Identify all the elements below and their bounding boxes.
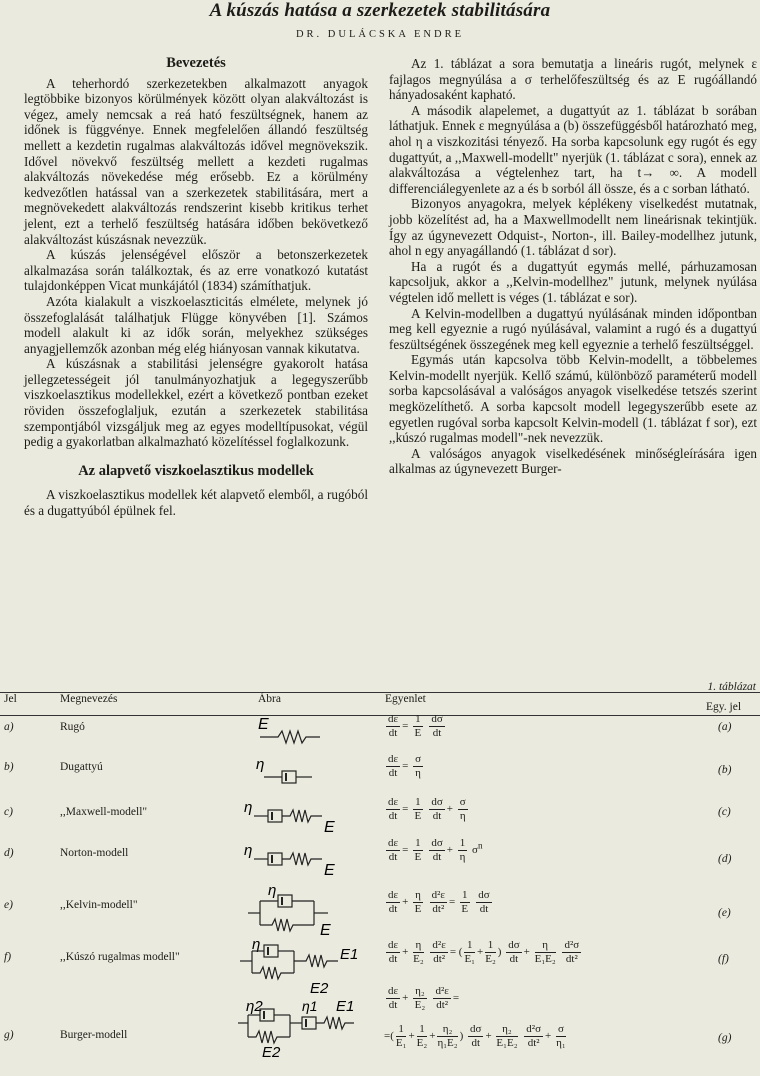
paragraph: A kúszás jelenségével először a betonszerkezetek alkalmazása során találkoztak, és az erre vonatkozó kutatást tulajdonképpen Vicat munkájától (1834) számíthatjuk. bbox=[24, 247, 368, 294]
paragraph: A viszkoelasztikus modellek két alapvető elemből, a rugóból és a dugattyúból épülnek fel. bbox=[24, 487, 368, 519]
svg-text:E2: E2 bbox=[262, 1044, 281, 1057]
row-ref: (c) bbox=[718, 806, 731, 818]
equation-b: $\frac{d\varepsilon}{dt}$ = $\frac{\sigma}{\eta}$ bbox=[388, 753, 422, 779]
svg-text:η: η bbox=[268, 883, 277, 899]
row-jel: d) bbox=[4, 847, 14, 859]
section-heading-models: Az alapvető viszkoelasztikus modellek bbox=[78, 462, 314, 479]
row-ref: (g) bbox=[718, 1032, 732, 1044]
row-name: Dugattyú bbox=[60, 761, 103, 773]
svg-text:η1: η1 bbox=[302, 998, 318, 1014]
paragraph: A teherhordó szerkezetekben alkalmazott anyagok legtöbbike bizonyos körülmények között olyan alakváltozást is végez, amely nemcsak a reá ható feszültségnek, hanem az időnek is függvénye. Ennek megfelelően állandó feszültség mellett a kezdetin rugalmas alakváltozás idővel megnövekszik. Idővel növekvő feszültség mellett a kezdeti rugalmas alakváltozás növekedése még erősebb. Ez a körülmény kedvezőtlen hatással van a szerkezetek stabilitására, mert a megnövekedett alakváltozás rendszerint kisebb kritikus terhet jelent, ezt a terhelő feszültség hatására időben bekövetkező alakváltozást kúszásnak nevezzük. bbox=[24, 75, 368, 247]
article-title: A kúszás hatása a szerkezetek stabilitására bbox=[209, 0, 551, 21]
header-figure: Ábra bbox=[258, 693, 281, 705]
svg-text:η: η bbox=[244, 799, 253, 816]
paragraph: Az 1. táblázat a sora bemutatja a lineáris rugót, melynek ε fajlagos megnyúlása a σ terhelőfeszültség és az E rugóállandó hányadosaként kapható. bbox=[389, 56, 757, 103]
header-jel: Jel bbox=[4, 693, 17, 705]
row-jel: a) bbox=[4, 721, 14, 733]
equation-g-lower: =( $\frac{1}{\text{E₁}}$ + $\frac{1}{\text{E₂}}$ + $\frac{\text{η₂}}{\text{η₁E₂}}$ ) $\frac{d\sigma}{dt}$ + $\frac{\text{η₂}}{\text{E₁E₂}}$ $\frac{\text{d²σ}}{\text{dt²}}$ + $\frac{\sigma}{\text{η₁}}$ bbox=[384, 1023, 566, 1049]
spring-diagram bbox=[238, 715, 358, 749]
paragraph: A második alapelemet, a dugattyút az 1. táblázat b sorában láthatjuk. Ennek ε megnyúlása a (b) összefüggésből határozható meg, ahol η a viszkozitási tényező. Ha sorba kapcsolunk egy rugót és egy dugattyút, a ,,Maxwell-modellt" nyerjük (1. táblázat c sora), ennek az alakváltozása a végtelenhez tart, ha t→ ∞. A modell differenciálegyenlete az a és b sorból áll össze, és a c sorban látható. bbox=[389, 102, 757, 196]
models-table bbox=[0, 681, 760, 1076]
equation-c: $\frac{d\varepsilon}{dt}$ = $\frac{1}{E}$ $\frac{d\sigma}{dt}$ + $\frac{\sigma}{\eta}$ bbox=[388, 796, 466, 822]
equation-d: $\frac{d\varepsilon}{dt}$ = $\frac{1}{E}$ $\frac{d\sigma}{dt}$ + $\frac{1}{\eta}$ $\sigma^n$ bbox=[388, 837, 483, 863]
row-name: ,,Kelvin-modell" bbox=[60, 899, 138, 911]
svg-text:E: E bbox=[324, 819, 335, 834]
row-jel: e) bbox=[4, 899, 13, 911]
author: DR. DULÁCSKA ENDRE bbox=[295, 29, 465, 40]
header-eqref: Egy. jel bbox=[706, 701, 742, 713]
row-name: ,,Kúszó rugalmas modell" bbox=[60, 951, 180, 963]
row-name: Rugó bbox=[60, 721, 85, 733]
row-ref: (f) bbox=[718, 953, 729, 965]
row-name: ,,Maxwell-modell" bbox=[60, 806, 148, 818]
row-name: Norton-modell bbox=[60, 847, 129, 859]
creep-elastic-diagram bbox=[230, 937, 364, 995]
dashpot-diagram bbox=[238, 755, 358, 789]
row-ref: (d) bbox=[718, 853, 732, 865]
table-caption: 1. táblázat bbox=[707, 681, 756, 693]
svg-text:E: E bbox=[320, 922, 331, 937]
svg-text:η2: η2 bbox=[246, 998, 263, 1015]
equation-f: $\frac{d\varepsilon}{dt}$ + $\frac{\eta}{\text{E₂}}$ $\frac{\text{d²ε}}{\text{dt²}}$ = ( $\frac{1}{\text{E₁}}$ + $\frac{1}{\text{E₂}}$ ) $\frac{d\sigma}{dt}$ + $\frac{\eta}{\text{E₁E₂}}$ $\frac{\text{d²σ}}{\text{dt²}}$ bbox=[388, 939, 580, 965]
maxwell-diagram bbox=[238, 794, 358, 834]
paragraph: Azóta kialakult a viszkoelaszticitás elmélete, melynek jó összefoglalását találhatjuk Flügge könyvében [1]. Számos modell alakult ki az idők során, melyekhez szükséges anyagjellemzők azonban még elég hiányosan vannak kikutatva. bbox=[24, 293, 368, 356]
svg-text:η: η bbox=[252, 937, 261, 953]
svg-text:η: η bbox=[256, 756, 265, 773]
header-name: Megnevezés bbox=[60, 693, 118, 705]
equation-g-upper: $\frac{d\varepsilon}{dt}$ + $\frac{\text{η₂}}{\text{E₂}}$ $\frac{\text{d²ε}}{\text{dt²}}$ = bbox=[388, 985, 460, 1011]
right-column bbox=[389, 56, 757, 477]
paragraph: A Kelvin-modellben a dugattyú nyúlásának minden időpontban meg kell egyeznie a rugó nyúlásával, valamint a rugó és a dugattyú feszültségének összegének meg kell egyeznie a terhelő feszültséggel. bbox=[389, 305, 757, 352]
row-jel: g) bbox=[4, 1029, 14, 1041]
paragraph: Bizonyos anyagokra, melyek képlékeny viselkedést mutatnak, jobb közelítést ad, ha a Maxwellmodellt nem lineárisnak tekintjük. Így az úgynevezett Odquist-, Norton-, ill. Bailey-modellhez jutunk, ahol n egy anyagállandó (1. táblázat d sor). bbox=[389, 196, 757, 259]
row-ref: (e) bbox=[718, 907, 731, 919]
header-equation: Egyenlet bbox=[385, 693, 426, 705]
row-ref: (b) bbox=[718, 764, 732, 776]
paragraph: Ha a rugót és a dugattyút egymás mellé, párhuzamosan kapcsoljuk, akkor a ,,Kelvin-modellhez" jutunk, melynek nyúlása végtelen idő mellett is véges (1. táblázat e sor). bbox=[389, 258, 757, 305]
svg-text:η: η bbox=[244, 842, 253, 859]
norton-diagram bbox=[238, 837, 358, 877]
left-column bbox=[24, 56, 368, 519]
svg-text:E1: E1 bbox=[336, 998, 355, 1015]
symbol-E: E bbox=[258, 716, 269, 733]
row-jel: b) bbox=[4, 761, 14, 773]
kelvin-diagram bbox=[238, 883, 358, 937]
equation-e: $\frac{d\varepsilon}{dt}$ + $\frac{\eta}{E}$ $\frac{\text{d²ε}}{\text{dt²}}$ = $\frac{1}{E}$ $\frac{d\sigma}{dt}$ bbox=[388, 889, 490, 915]
svg-text:E2: E2 bbox=[310, 980, 329, 995]
svg-text:E1: E1 bbox=[340, 946, 359, 963]
row-jel: f) bbox=[4, 951, 12, 963]
row-jel: c) bbox=[4, 806, 13, 818]
paragraph: Egymás után kapcsolva több Kelvin-modellt, a többelemes Kelvin-modellt nyerjük. Kellő számú, különböző paraméterű modell sorba kapcsolásával a valóságos anyagok viselkedése tetszés szerint megközelíthető. A sorba kapcsolt modell legegyszerűbb esete az egyetlen rugóval sorba kapcsolt Kelvin-modell (1. táblázat f sor), ezt ,,kúszó rugalmas modell"-nek nevezzük. bbox=[389, 352, 757, 446]
burger-diagram bbox=[236, 997, 370, 1057]
paragraph: A valóságos anyagok viselkedésének minőségleírására igen alkalmas az úgynevezett Burger- bbox=[389, 445, 757, 477]
row-ref: (a) bbox=[718, 721, 732, 733]
svg-text:E: E bbox=[324, 862, 335, 877]
equation-a: $\frac{d\varepsilon}{dt}$ = $\frac{1}{E}$ $\frac{d\sigma}{dt}$ bbox=[388, 713, 443, 739]
section-heading-intro: Bevezetés bbox=[166, 55, 226, 71]
paragraph: A kúszásnak a stabilitási jelenségre gyakorolt hatása jellegzetességeit jól tanulmányozhatjuk a legegyszerűbb viszkoelasztikus modellekkel, ezért a következő pontban ezeket röviden összefoglaljuk, ezután a szerkezetek stabilitása szempontjából vizsgáljuk meg az egyes modelltípusokat, végül pedig a gyakorlatban alkalmazható közelítéssel foglalkozunk. bbox=[24, 356, 368, 450]
row-name: Burger-modell bbox=[60, 1029, 128, 1041]
